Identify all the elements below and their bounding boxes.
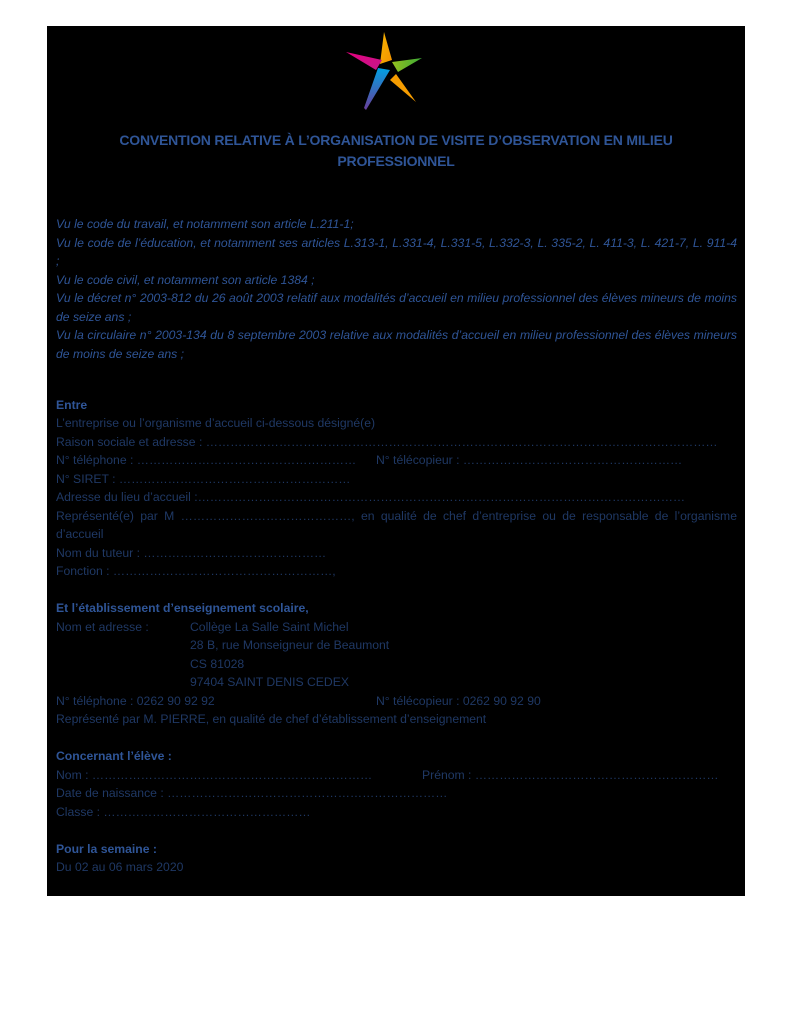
semaine-section (56, 840, 737, 877)
address-line: Collège La Salle Saint Michel (190, 619, 349, 634)
address-line: CS 81028 (190, 656, 245, 671)
entre-heading: Entre (56, 397, 88, 412)
nom-field: Nom : …………………………………………………………… (56, 767, 373, 782)
semaine-heading: Pour la semaine : (56, 841, 157, 856)
document-title (57, 130, 735, 172)
eleve-section (56, 747, 737, 821)
etablissement-telephone: N° téléphone : 0262 90 92 92 (56, 693, 215, 708)
entre-section (56, 396, 737, 581)
colorful-star-logo (344, 30, 424, 112)
represente-field: Représenté(e) par M ……………………………………, en qualité de chef d’entreprise ou de responsable de l’organisme d’accueil (56, 508, 737, 541)
tuteur-field: Nom du tuteur : ……………………………………… (56, 545, 327, 560)
legal-references (56, 215, 737, 363)
document-page (47, 26, 745, 896)
address-line: 28 B, rue Monseigneur de Beaumont (190, 638, 390, 652)
legal-ref: Vu le code du travail, et notamment son article L.211-1; (56, 217, 354, 231)
etablissement-fax: N° télécopieur : 0262 90 92 90 (376, 693, 541, 708)
date-naissance-field: Date de naissance : …………………………………………………………… (56, 786, 448, 800)
raison-sociale-field: Raison sociale et adresse : ……………………………………………………………………………………………………………… (56, 434, 718, 449)
document-body (56, 215, 737, 877)
fax-field: N° télécopieur : ……………………………………………… (376, 453, 683, 467)
entre-intro: L’entreprise ou l’organisme d’accueil ci-dessous désigné(e) (56, 416, 376, 430)
fonction-field: Fonction : ………………………………………………, (56, 564, 336, 578)
nom-prenom-row (56, 766, 737, 785)
nom-adresse-label: Nom et adresse : (56, 619, 149, 634)
siret-field: N° SIRET : ………………………………………………… (56, 471, 351, 486)
title-line-2: PROFESSIONNEL (337, 153, 455, 169)
tel-fax-row (56, 451, 737, 470)
etablissement-section (56, 599, 737, 729)
classe-field: Classe : …………………………………………… (56, 804, 311, 819)
prenom-field: Prénom : …………………………………………………… (422, 767, 719, 782)
address-line: 97404 SAINT DENIS CEDEX (190, 675, 349, 689)
telephone-field: N° téléphone : ……………………………………………… (56, 453, 357, 467)
semaine-dates: Du 02 au 06 mars 2020 (56, 860, 184, 874)
legal-ref: Vu le code de l’éducation, et notamment ses articles L.313-1, L.331-4, L.331-5, L.332-3, L. 335-2, L. 411-3, L. 421-7, L. 911-4 ; (56, 235, 737, 268)
legal-ref: Vu le décret n° 2003-812 du 26 août 2003 relatif aux modalités d’accueil en milieu professionnel des élèves mineurs de moins de seize ans ; (56, 291, 737, 324)
etablissement-heading: Et l’établissement d’enseignement scolaire, (56, 601, 309, 615)
legal-ref: Vu le code civil, et notamment son article 1384 ; (56, 272, 315, 287)
legal-ref: Vu la circulaire n° 2003-134 du 8 septembre 2003 relative aux modalités d’accueil en milieu professionnel des élèves mineurs de moins de seize ans ; (56, 328, 737, 361)
etablissement-name-row (56, 618, 737, 637)
etablissement-tel-fax-row (56, 692, 737, 711)
title-line-1: CONVENTION RELATIVE À L’ORGANISATION DE VISITE D’OBSERVATION EN MILIEU (119, 132, 673, 148)
adresse-lieu-field: Adresse du lieu d’accueil :………………………………………………………………………………………………………… (56, 490, 686, 504)
etablissement-represente: Représenté par M. PIERRE, en qualité de chef d’établissement d’enseignement (56, 712, 487, 726)
eleve-heading: Concernant l’élève : (56, 749, 172, 763)
